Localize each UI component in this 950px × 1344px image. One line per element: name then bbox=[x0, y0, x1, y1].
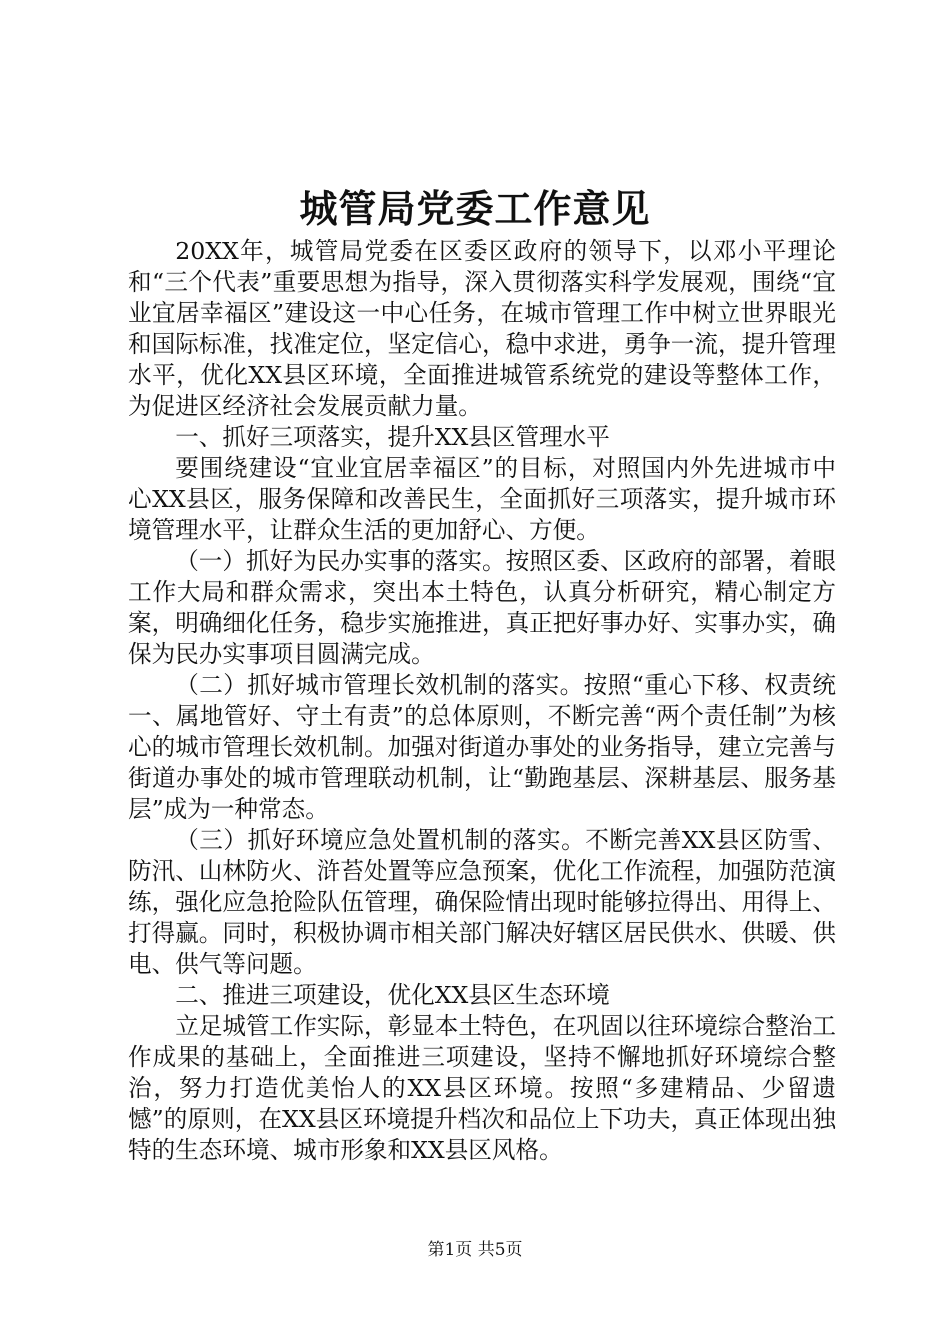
document-body bbox=[128, 236, 836, 1166]
document-title: 城管局党委工作意见 bbox=[299, 186, 651, 231]
section-heading-2: 二、推进三项建设，优化XX县区生态环境 bbox=[175, 981, 610, 1009]
paragraph-section-1-intro: 要围绕建设“宜业宜居幸福区”的目标，对照国内外先进城市中心XX县区，服务保障和改善民生，全面抓好三项落实，提升城市环境管理水平，让群众生活的更加舒心、方便。 bbox=[128, 454, 836, 544]
paragraph-item-2: （二）抓好城市管理长效机制的落实。按照“重心下移、权责统一、属地管好、守土有责”的总体原则，不断完善“两个责任制”为核心的城市管理长效机制。加强对街道办事处的业务指导，建立完善与街道办事处的城市管理联动机制，让“勤跑基层、深耕基层、服务基层”成为一种常态。 bbox=[128, 671, 836, 823]
paragraph-intro: 20XX年，城管局党委在区委区政府的领导下，以邓小平理论和“三个代表”重要思想为指导，深入贯彻落实科学发展观，围绕“宜业宜居幸福区”建设这一中心任务，在城市管理工作中树立世界眼光和国际标准，找准定位，坚定信心，稳中求进，勇争一流，提升管理水平，优化XX县区环境，全面推进城管系统党的建设等整体工作，为促进区经济社会发展贡献力量。 bbox=[128, 237, 836, 420]
paragraph-item-1: （一）抓好为民办实事的落实。按照区委、区政府的部署，着眼工作大局和群众需求，突出本土特色，认真分析研究，精心制定方案，明确细化任务，稳步实施推进，真正把好事办好、实事办实，确保为民办实事项目圆满完成。 bbox=[128, 547, 836, 668]
paragraph-section-2-intro: 立足城管工作实际，彰显本土特色，在巩固以往环境综合整治工作成果的基础上，全面推进三项建设，坚持不懈地抓好环境综合整治，努力打造优美怡人的XX县区环境。按照“多建精品、少留遗憾”的原则，在XX县区环境提升档次和品位上下功夫，真正体现出独特的生态环境、城市形象和XX县区风格。 bbox=[128, 1012, 836, 1164]
section-heading-1: 一、抓好三项落实，提升XX县区管理水平 bbox=[175, 423, 610, 451]
paragraph-item-3: （三）抓好环境应急处置机制的落实。不断完善XX县区防雪、防汛、山林防火、浒苔处置等应急预案，优化工作流程，加强防范演练，强化应急抢险队伍管理，确保险情出现时能够拉得出、用得上、打得赢。同时，积极协调市相关部门解决好辖区居民供水、供暖、供电、供气等问题。 bbox=[128, 826, 836, 978]
page-footer: 第1页 共5页 bbox=[427, 1240, 523, 1260]
